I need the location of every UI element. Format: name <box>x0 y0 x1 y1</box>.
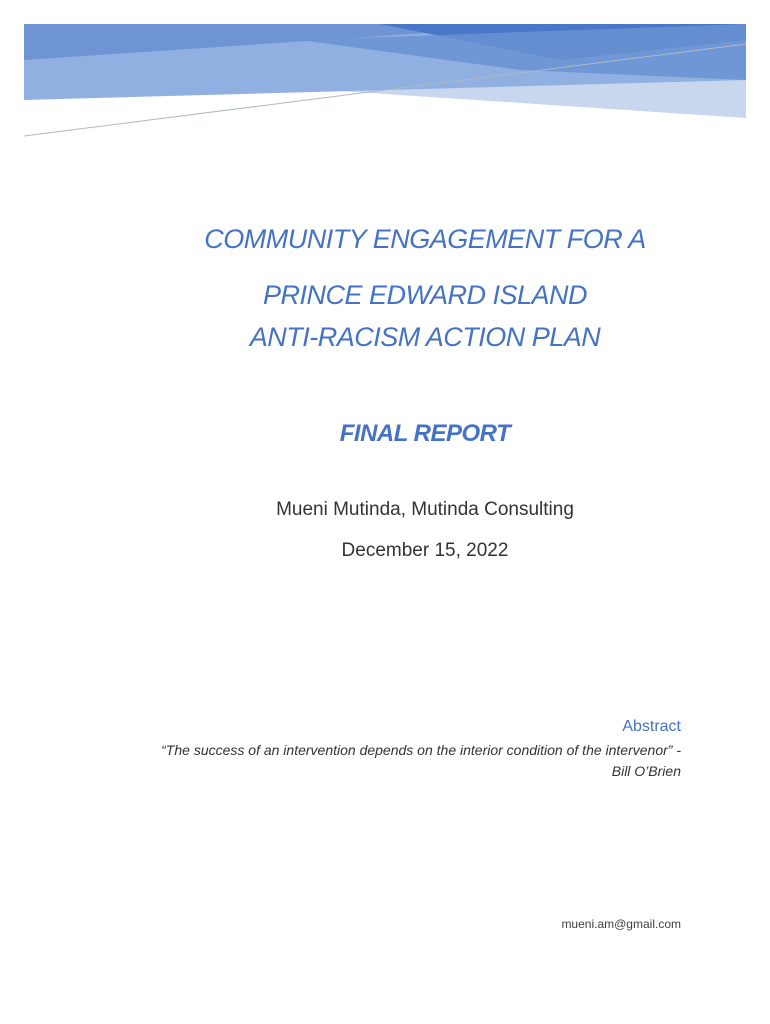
header-banner-graphic <box>0 0 770 150</box>
title-line-1: COMMUNITY ENGAGEMENT FOR A <box>204 224 646 254</box>
title-line-3: ANTI-RACISM ACTION PLAN <box>249 322 601 352</box>
report-date: December 15, 2022 <box>341 540 509 561</box>
contact-email[interactable]: mueni.am@gmail.com <box>561 917 681 931</box>
author-line: Mueni Mutinda, Mutinda Consulting <box>276 499 574 520</box>
abstract-quote: “The success of an intervention depends on the interior condition of the intervenor” -Bill O’Brien <box>161 742 681 779</box>
report-subtitle: FINAL REPORT <box>339 420 511 447</box>
abstract-heading: Abstract <box>622 718 681 735</box>
title-line-2: PRINCE EDWARD ISLAND <box>262 280 588 310</box>
